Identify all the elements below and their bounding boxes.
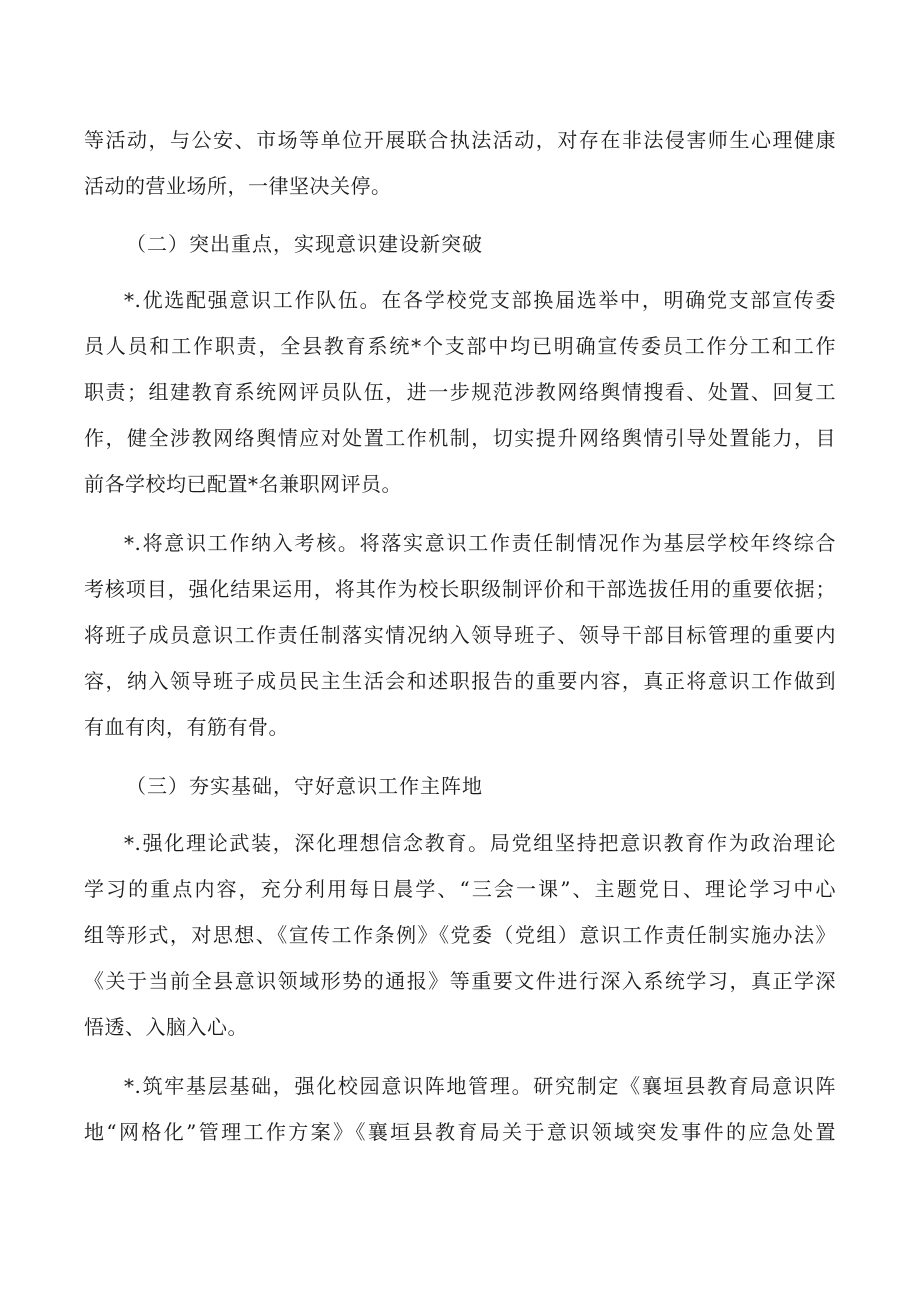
paragraph-line: 将班子成员意识工作责任制落实情况纳入领导班子、领导干部目标管理的重要内 [84, 623, 836, 647]
paragraph-line: *.优选配强意识工作队伍。在各学校党支部换届选举中，明确党支部宣传委 [124, 288, 836, 312]
paragraph-line: 学习的重点内容，充分利用每日晨学、“三会一课”、主题党日、理论学习中心 [84, 877, 836, 901]
paragraph-line: *.筑牢基层基础，强化校园意识阵地管理。研究制定《襄垣县教育局意识阵 [124, 1074, 836, 1098]
paragraph-line: *.将意识工作纳入考核。将落实意识工作责任制情况作为基层学校年终综合 [124, 531, 836, 555]
paragraph-line: 地“网格化”管理工作方案》《襄垣县教育局关于意识领域突发事件的应急处置 [84, 1120, 836, 1144]
paragraph-line: 考核项目，强化结果运用，将其作为校长职级制评价和干部选拔任用的重要依据； [84, 577, 836, 601]
section-heading: （三）夯实基础，守好意识工作主阵地 [126, 774, 483, 798]
paragraph-line: 作，健全涉教网络舆情应对处置工作机制，切实提升网络舆情引导处置能力，目 [84, 426, 836, 450]
paragraph-line: 悟透、入脑入心。 [84, 1015, 248, 1039]
paragraph-line: 活动的营业场所，一律坚决关停。 [84, 174, 392, 198]
paragraph-line: 员人员和工作职责，全县教育系统*个支部中均已明确宣传委员工作分工和工作 [84, 334, 836, 358]
paragraph-line: 组等形式，对思想、《宣传工作条例》《党委（党组）意识工作责任制实施办法》 [84, 923, 836, 947]
paragraph-line: 容，纳入领导班子成员民主生活会和述职报告的重要内容，真正将意识工作做到 [84, 669, 836, 693]
paragraph-line: 有血有肉，有筋有骨。 [84, 715, 289, 739]
section-heading: （二）突出重点，实现意识建设新突破 [126, 232, 483, 256]
paragraph-line: 职责；组建教育系统网评员队伍，进一步规范涉教网络舆情搜看、处置、回复工 [84, 380, 836, 404]
paragraph-line: *.强化理论武装，深化理想信念教育。局党组坚持把意识教育作为政治理论 [124, 831, 836, 855]
paragraph-line: 等活动，与公安、市场等单位开展联合执法活动，对存在非法侵害师生心理健康 [84, 128, 836, 152]
paragraph-line: 《关于当前全县意识领域形势的通报》等重要文件进行深入系统学习，真正学深 [84, 969, 836, 993]
paragraph-line: 前各学校均已配置*名兼职网评员。 [84, 472, 402, 496]
